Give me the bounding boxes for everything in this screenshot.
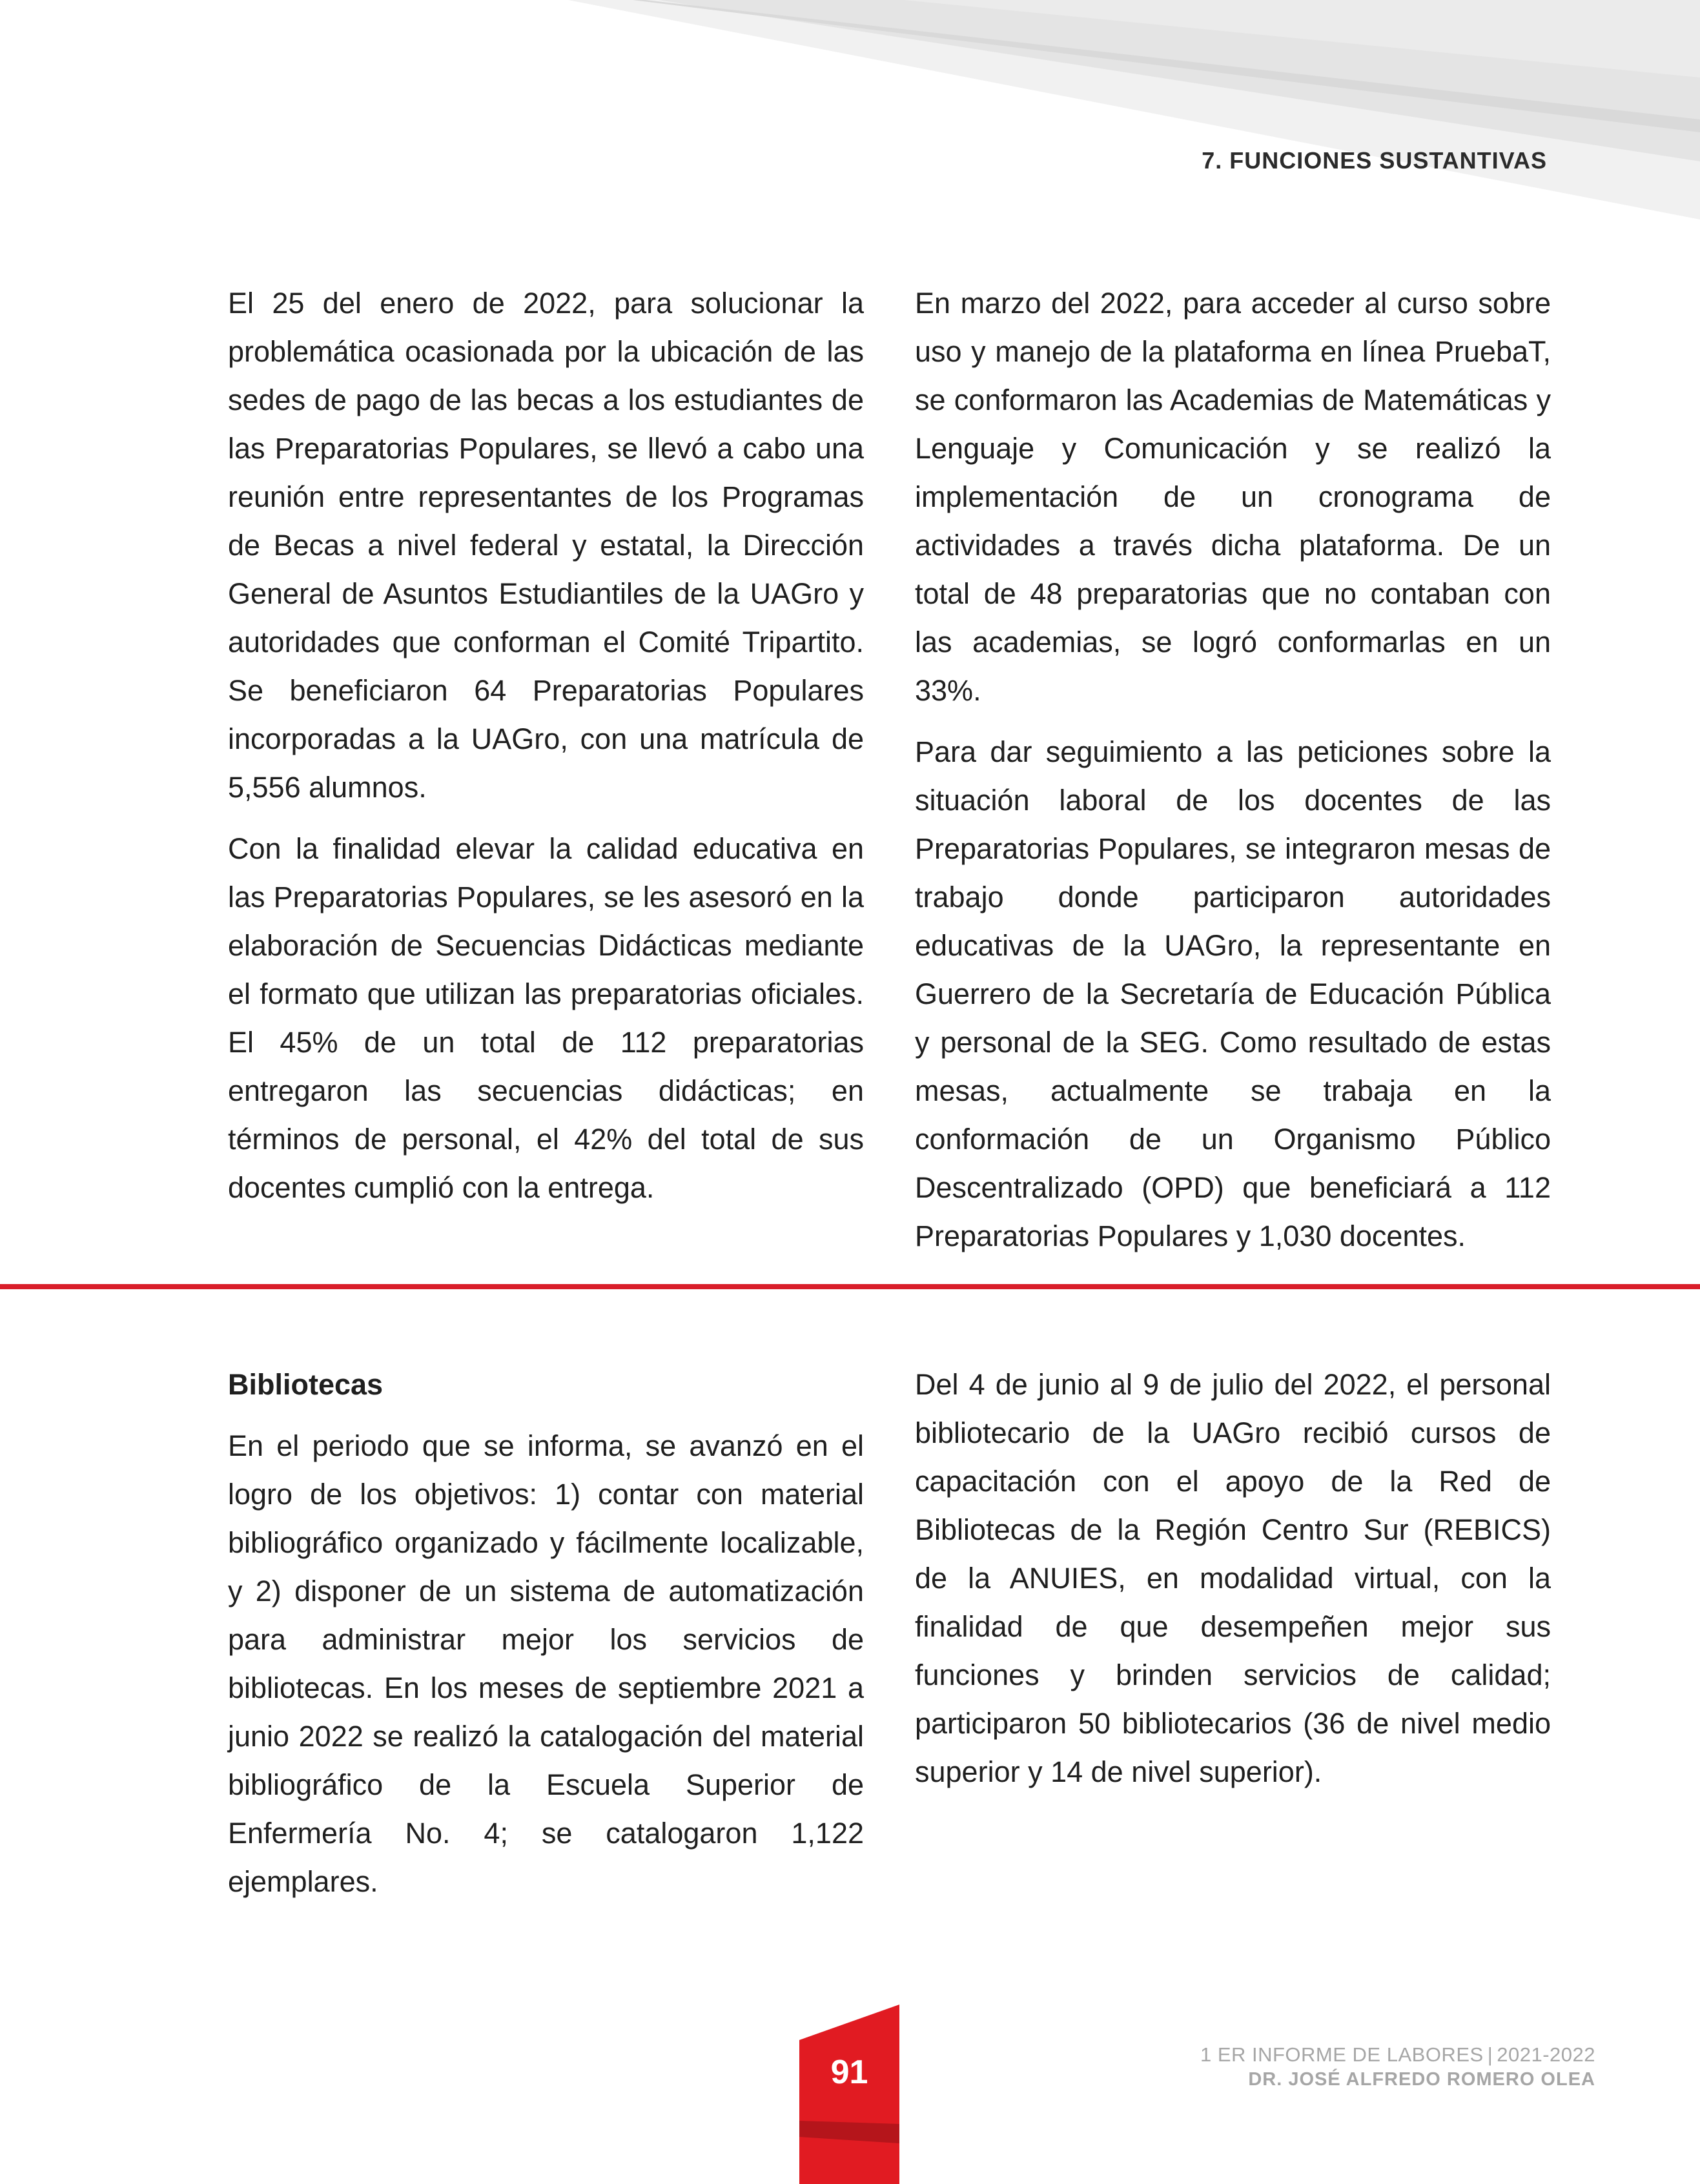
top-right-column bbox=[915, 279, 1551, 1273]
report-author: DR. JOSÉ ALFREDO ROMERO OLEA bbox=[1248, 2069, 1595, 2090]
bottom-left-column bbox=[228, 1360, 864, 1919]
footer-separator: | bbox=[1487, 2043, 1493, 2066]
paragraph-bibliotecas-objetivos: En el periodo que se informa, se avanzó en el logro de los objetivos: 1) contar con material bibliográfico organizado y fácilmente localizable, y 2) disponer de un sistema de automatización para administrar mejor los servicios de bibliotecas. En los meses de septiembre 2021 a junio 2022 se realizó la catalogación del material bibliográfico de la Escuela Superior de Enfermería No. 4; se catalogaron 1,122 ejemplares. bbox=[228, 1429, 864, 1898]
bottom-right-column bbox=[915, 1360, 1551, 1809]
paragraph-secuencias-didacticas: Con la finalidad elevar la calidad educativa en las Preparatorias Populares, se les asesoró en la elaboración de Secuencias Didácticas mediante el formato que utilizan las preparatorias oficiales. El 45% de un total de 112 preparatorias entregaron las secuencias didácticas; en términos de personal, el 42% del total de sus docentes cumplió con la entrega. bbox=[228, 832, 864, 1204]
header-corner-decoration bbox=[0, 0, 1700, 232]
section-title: 7. FUNCIONES SUSTANTIVAS bbox=[1202, 147, 1547, 174]
paragraph-mesas-de-trabajo: Para dar seguimiento a las peticiones sobre la situación laboral de los docentes de las Preparatorias Populares, se integraron mesas de trabajo donde participaron autoridades educativas de la UAGro, la representante en Guerrero de la Secretaría de Educación Pública y personal de la SEG. Como resultado de estas mesas, actualmente se trabaja en la conformación de un Organismo Público Descentralizado (OPD) que beneficiará a 112 Preparatorias Populares y 1,030 docentes. bbox=[915, 735, 1551, 1252]
paragraph-academias-pruebat: En marzo del 2022, para acceder al curso sobre uso y manejo de la plataforma en línea PruebaT, se conformaron las Academias de Matemáticas y Lenguaje y Comunicación y se realizó la implementación de un cronograma de actividades a través dicha plataforma. De un total de 48 preparatorias que no contaban con las academias, se logró conformarlas en un 33%. bbox=[915, 287, 1551, 707]
page-number: 91 bbox=[830, 2054, 868, 2091]
bibliotecas-heading: Bibliotecas bbox=[228, 1368, 384, 1401]
paragraph-capacitacion-rebics: Del 4 de junio al 9 de julio del 2022, el personal bibliotecario de la UAGro recibió cursos de capacitación con el apoyo de la Red de Bibliotecas de la Región Centro Sur (REBICS) de la ANUIES, en modalidad virtual, con la finalidad de que desempeñen mejor sus funciones y brinden servicios de calidad; participaron 50 bibliotecarios (36 de nivel medio superior y 14 de nivel superior). bbox=[915, 1368, 1551, 1788]
report-period: 2021-2022 bbox=[1497, 2043, 1595, 2066]
section-divider bbox=[0, 1284, 1700, 1289]
page-number-tab bbox=[799, 2005, 899, 2184]
footer-report-line bbox=[1200, 2043, 1595, 2067]
footer-credits bbox=[1200, 2043, 1595, 2090]
report-title: 1 ER INFORME DE LABORES bbox=[1200, 2043, 1484, 2066]
top-left-column bbox=[228, 279, 864, 1225]
paragraph-becas-reunion: El 25 del enero de 2022, para solucionar la problemática ocasionada por la ubicación de las sedes de pago de las becas a los estudiantes de las Preparatorias Populares, se llevó a cabo una reunión entre representantes de los Programas de Becas a nivel federal y estatal, la Dirección General de Asuntos Estudiantiles de la UAGro y autoridades que conforman el Comité Tripartito. Se beneficiaron 64 Preparatorias Populares incorporadas a la UAGro, con una matrícula de 5,556 alumnos. bbox=[228, 287, 864, 804]
